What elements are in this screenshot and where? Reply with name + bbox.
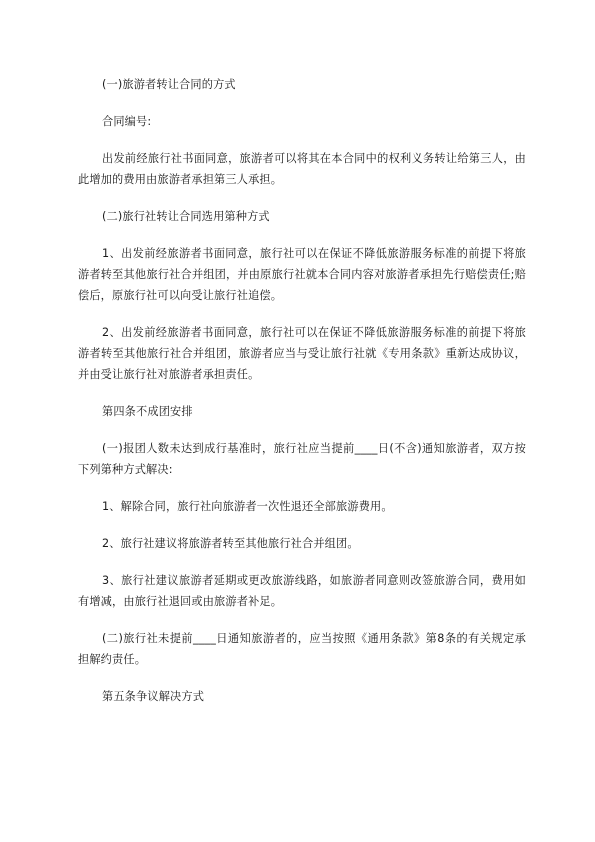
paragraph-min-participants: (一)报团人数未达到成行基准时，旅行社应当提前____日(不含)通知旅游者，双方按下列第种方式解决: (78, 442, 526, 476)
contract-number-label: 合同编号: (102, 115, 152, 128)
heading-article-5: 第五条争议解决方式 (102, 690, 205, 703)
paragraph-option-merge: 2、旅行社建议将旅游者转至其他旅行社合并组团。 (102, 537, 359, 550)
heading-agency-transfer: (二)旅行社转让合同选用第种方式 (102, 210, 270, 223)
paragraph-late-notice: (二)旅行社未提前____日通知旅游者的，应当按照《通用条款》第8条的有关规定承担解约责任。 (78, 632, 526, 666)
paragraph-agency-option-1: 1、出发前经旅游者书面同意，旅行社可以在保证不降低旅游服务标准的前提下将旅游者转至其他旅行社合并组团，并由原旅行社就本合同内容对旅游者承担先行赔偿责任;赔偿后，原旅行社可以向受让旅行社追偿。 (78, 247, 526, 302)
heading-transfer-method: (一)旅游者转让合同的方式 (102, 78, 236, 91)
heading-article-4: 第四条不成团安排 (102, 405, 193, 418)
paragraph-option-postpone: 3、旅行社建议旅游者延期或更改旅游线路，如旅游者同意则改签旅游合同，费用如有增减，由旅行社退回或由旅游者补足。 (78, 574, 526, 608)
paragraph-option-cancel: 1、解除合同，旅行社向旅游者一次性退还全部旅游费用。 (102, 500, 393, 513)
paragraph-agency-option-2: 2、出发前经旅游者书面同意，旅行社可以在保证不降低旅游服务标准的前提下将旅游者转至其他旅行社合并组团，旅游者应当与受让旅行社就《专用条款》重新达成协议，并由受让旅行社对旅游者承担责任。 (78, 326, 526, 381)
paragraph-transfer-rights: 出发前经旅行社书面同意，旅游者可以将其在本合同中的权利义务转让给第三人，由此增加的费用由旅游者承担第三人承担。 (78, 152, 526, 186)
document-body (78, 74, 526, 707)
